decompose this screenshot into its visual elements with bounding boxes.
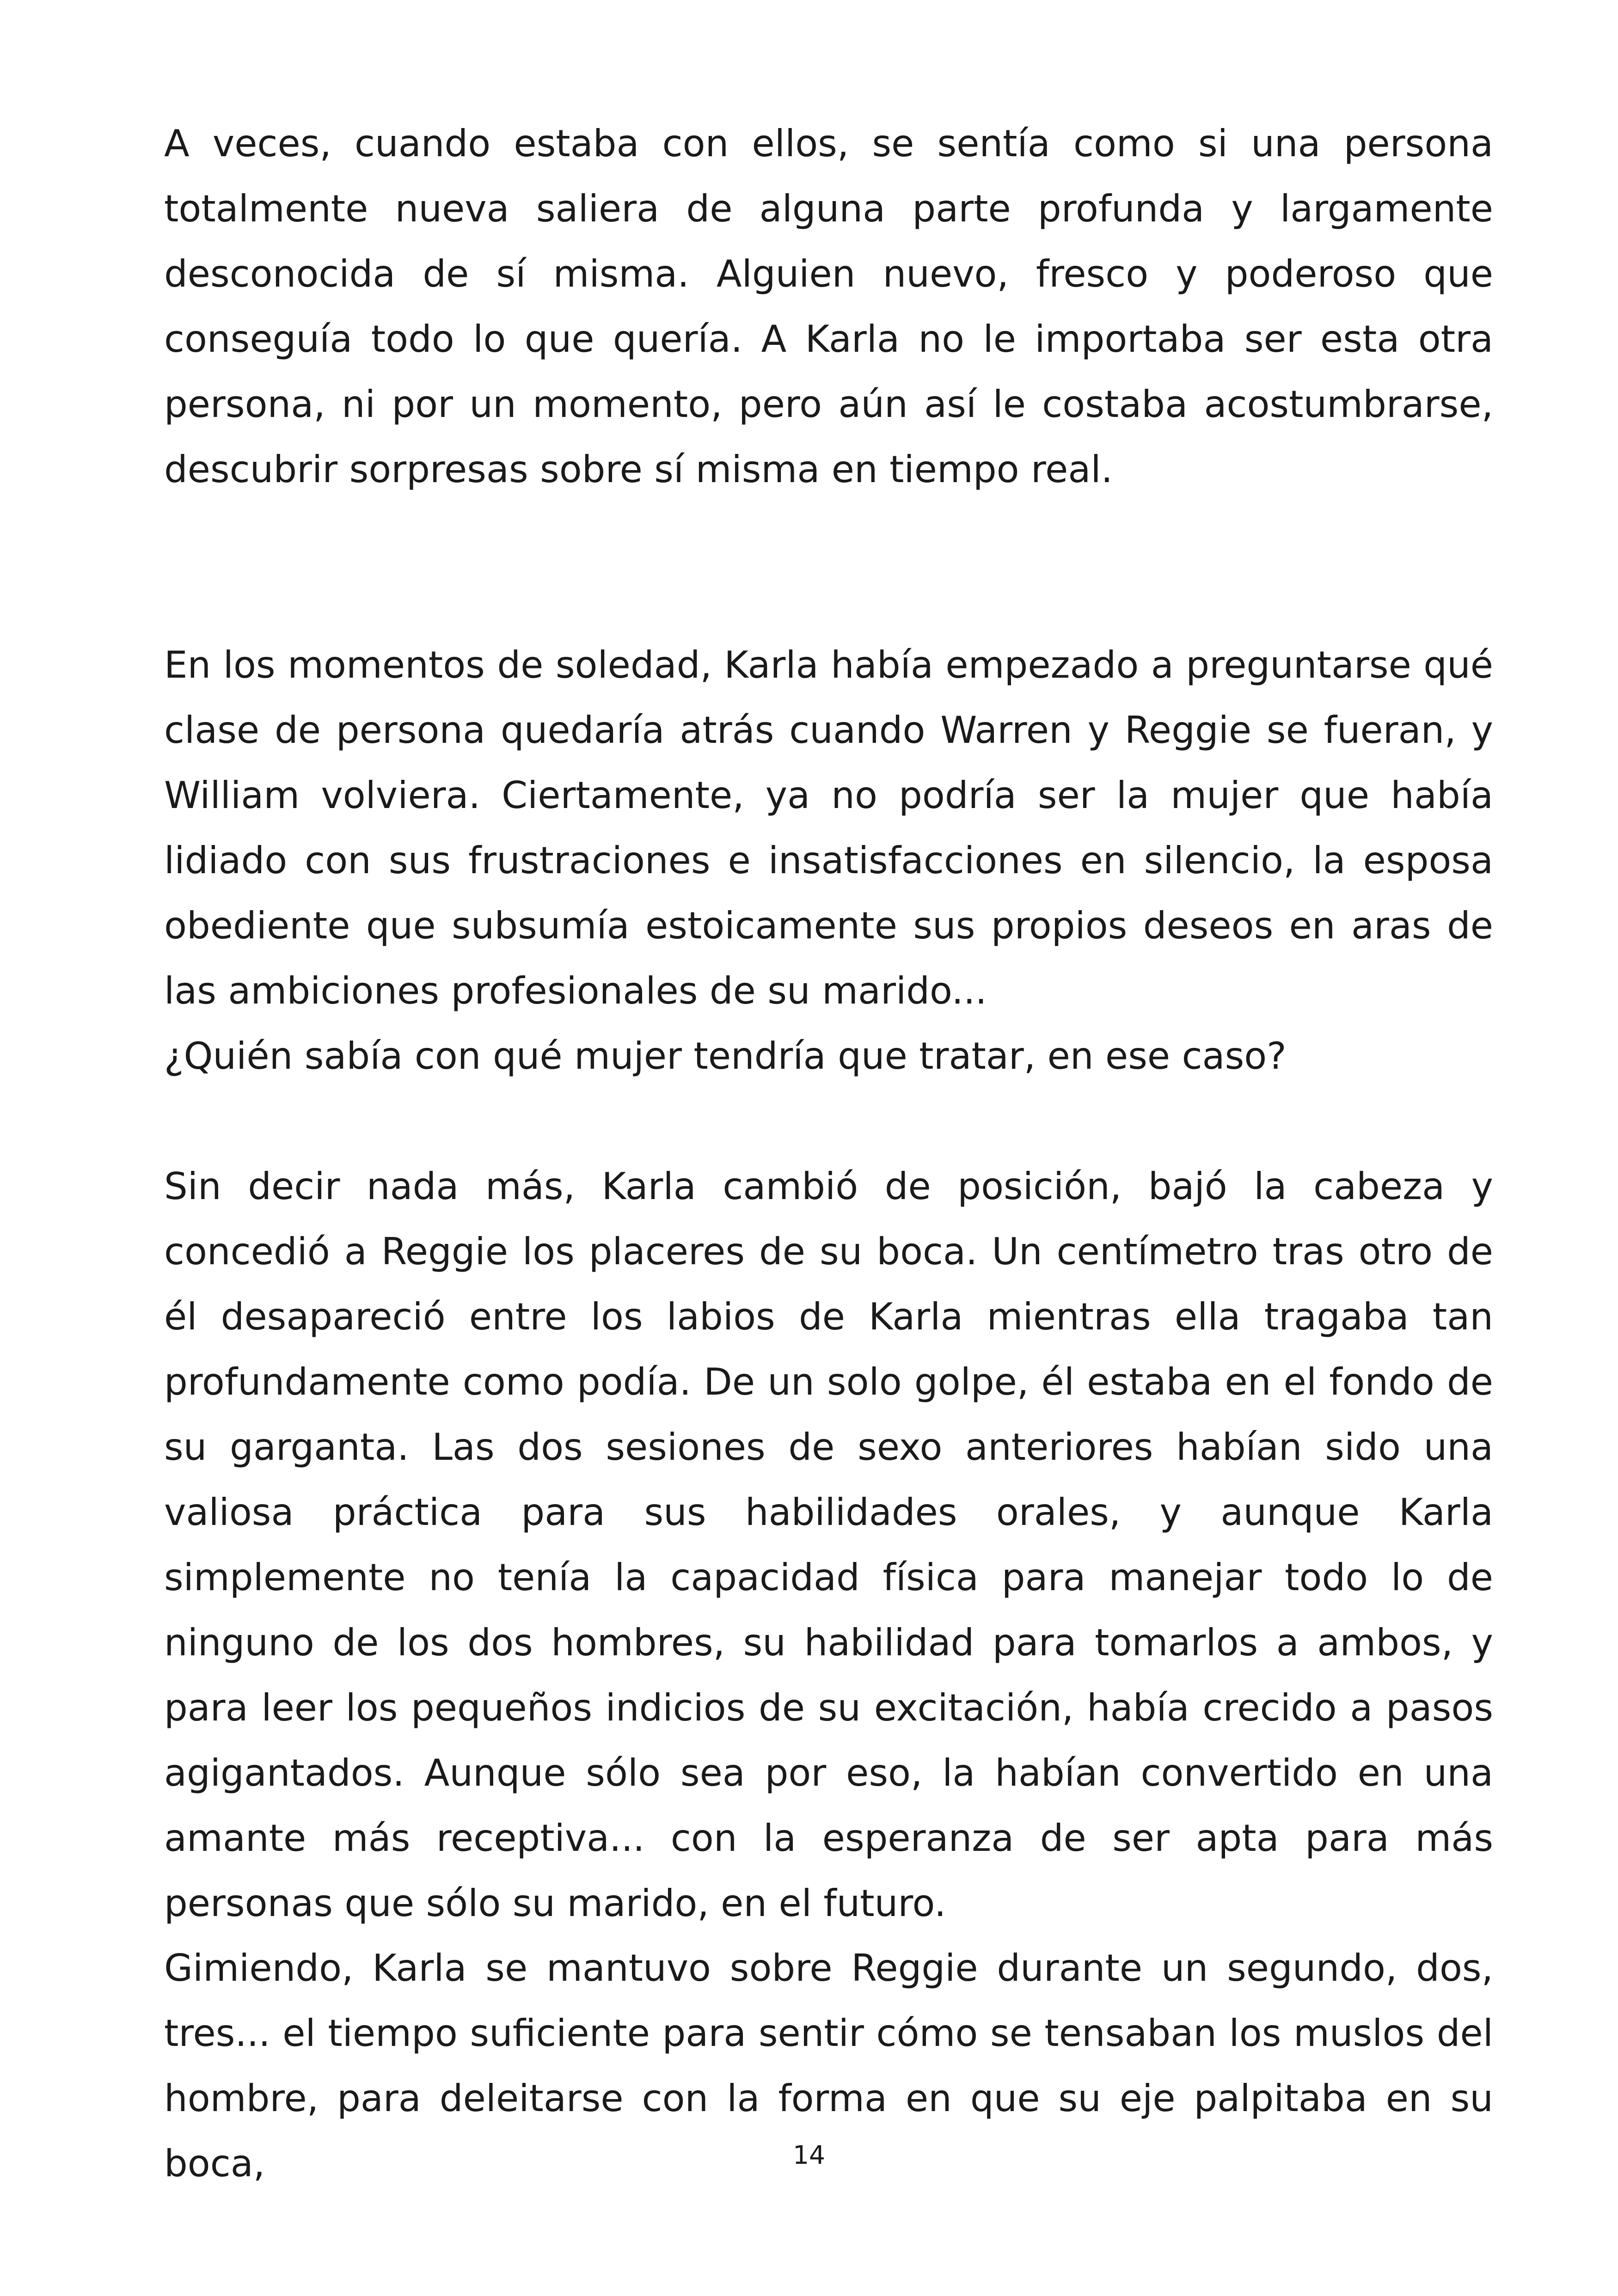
paragraph-1 (164, 111, 1493, 502)
paragraph-text: En los momentos de soledad, Karla había empezado a preguntarse qué clase de persona quedaría atrás cuando Warren y Reggie se fueran, y William volviera. Ciertamente, ya no podría ser la mujer que había lidiado con sus frustraciones e insatisfacciones en silencio, la esposa obediente que subsumía estoicamente sus propios deseos en aras de las ambiciones profesionales de su marido... (164, 643, 1493, 1012)
paragraph-text: ¿Quién sabía con qué mujer tendría que tratar, en ese caso? (164, 1035, 1287, 1078)
paragraph-4 (164, 1154, 1493, 1936)
paragraph-2 (164, 632, 1493, 1023)
page-number: 14 (793, 2140, 825, 2170)
paragraph-text: Gimiendo, Karla se mantuvo sobre Reggie durante un segundo, dos, tres... el tiempo suficiente para sentir cómo se tensaban los muslos del hombre, para deleitarse con la forma en que su eje palpitaba en su boca, (164, 1947, 1493, 2185)
paragraph-3 (164, 1023, 1493, 1089)
paragraph-text: Sin decir nada más, Karla cambió de posición, bajó la cabeza y concedió a Reggie los placeres de su boca. Un centímetro tras otro de él desapareció entre los labios de Karla mientras ella tragaba tan profundamente como podía. De un solo golpe, él estaba en el fondo de su garganta. Las dos sesiones de sexo anteriores habían sido una valiosa práctica para sus habilidades orales, y aunque Karla simplemente no tenía la capacidad física para manejar todo lo de ninguno de los dos hombres, su habilidad para tomarlos a ambos, y para leer los pequeños indicios de su excitación, había crecido a pasos agigantados. Aunque sólo sea por eso, la habían convertido en una amante más receptiva... con la esperanza de ser apta para más personas que sólo su marido, en el futuro. (164, 1165, 1493, 1925)
paragraph-text: A veces, cuando estaba con ellos, se sentía como si una persona totalmente nueva saliera de alguna parte profunda y largamente desconocida de sí misma. Alguien nuevo, fresco y poderoso que conseguía todo lo que quería. A Karla no le importaba ser esta otra persona, ni por un momento, pero aún así le costaba acostumbrarse, descubrir sorpresas sobre sí misma en tiempo real. (164, 122, 1493, 491)
